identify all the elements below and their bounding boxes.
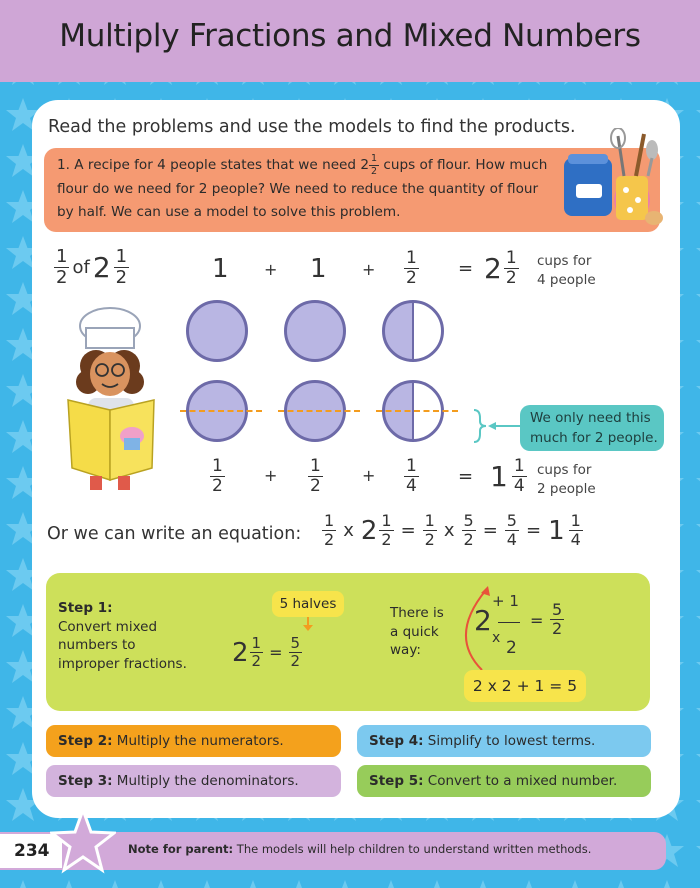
top-result: 2 $\frac{1}{2}$ [484, 248, 517, 288]
quick-whole: 2 [474, 604, 492, 637]
parent-note: Note for parent: The models will help children to understand written methods. [128, 842, 592, 856]
quick-times: x [492, 630, 501, 646]
equation-label: Or we can write an equation: [47, 524, 302, 544]
step2-pill: Step 2: Multiply the numerators. [46, 725, 341, 757]
half-of-expression: $\frac{1}{2}$ of 2 $\frac{1}{2}$ [56, 246, 128, 288]
bottom-term-1: $\frac{1}{2}$ [212, 456, 223, 496]
page-header [0, 0, 700, 82]
top-equals: = [458, 258, 474, 279]
cut-line [376, 410, 458, 412]
equation: $\frac{1}{2}$ x 2 $\frac{1}{2}$ = $\frac{1}{2}$ x $\frac{5}{2}$ = $\frac{5}{4}$ = 1 $\frac{1}{4}$ [324, 511, 581, 549]
step4-pill: Step 4: Simplify to lowest terms. [357, 725, 651, 757]
step5-pill: Step 5: Convert to a mixed number. [357, 765, 651, 797]
half-divider [412, 300, 414, 362]
brace-arrow [470, 408, 522, 444]
bottom-term-2: $\frac{1}{2}$ [310, 456, 321, 496]
quick-plus: + 1 [492, 592, 519, 610]
cut-line [180, 410, 262, 412]
bottom-term-3: $\frac{1}{4}$ [406, 456, 417, 496]
five-halves-badge: 5 halves [272, 591, 344, 617]
cut-line [278, 410, 360, 412]
quick-result: $\frac{5}{2}$ [552, 600, 563, 638]
top-plus-1: + [264, 260, 278, 279]
problem-fraction: $\frac{1}{2}$ [371, 153, 378, 177]
page-title: Multiply Fractions and Mixed Numbers [59, 18, 641, 54]
quick-way-text: There is a quick way: [390, 605, 444, 658]
bottom-result: 1 $\frac{1}{4}$ [490, 456, 525, 496]
step1-text: Step 1: Convert mixed numbers to improper fractions. [58, 600, 187, 672]
step3-pill: Step 3: Multiply the denominators. [46, 765, 341, 797]
quick-formula: 2 x 2 + 1 = 5 [464, 670, 586, 702]
quick-equals: = [530, 611, 544, 630]
top-term-1: 1 [212, 254, 229, 284]
whole-circle [186, 300, 248, 362]
problem-text: 1. A recipe for 4 people states that we need 2 $\frac{1}{2}$ cups of flour. How much flour do we need for 2 people? We need to reduce the quantity of flour by half. We can use a model to solve this problem. [57, 153, 548, 220]
top-term-3: $\frac{1}{2}$ [406, 248, 417, 288]
bottom-plus-1: + [264, 466, 278, 485]
baking-icon [560, 128, 668, 228]
down-arrow-icon [302, 617, 314, 631]
step1-conversion: 2 $\frac{1}{2}$ = $\frac{5}{2}$ [232, 634, 301, 670]
top-plus-2: + [362, 260, 376, 279]
quick-den: 2 [506, 638, 517, 658]
bottom-equals: = [458, 466, 474, 487]
top-result-label: cups for 4 people [537, 253, 596, 288]
whole-circle [284, 300, 346, 362]
bottom-result-label: cups for 2 people [537, 462, 596, 497]
top-term-2: 1 [310, 254, 327, 284]
bottom-plus-2: + [362, 466, 376, 485]
star-icon [50, 808, 116, 874]
quick-fraction-bar [498, 622, 520, 623]
explanation-bubble: We only need this much for 2 people. [520, 405, 664, 451]
chef-reading-illustration [62, 304, 172, 490]
instructions: Read the problems and use the models to find the products. [48, 117, 576, 137]
page-number: 234 [14, 841, 50, 861]
